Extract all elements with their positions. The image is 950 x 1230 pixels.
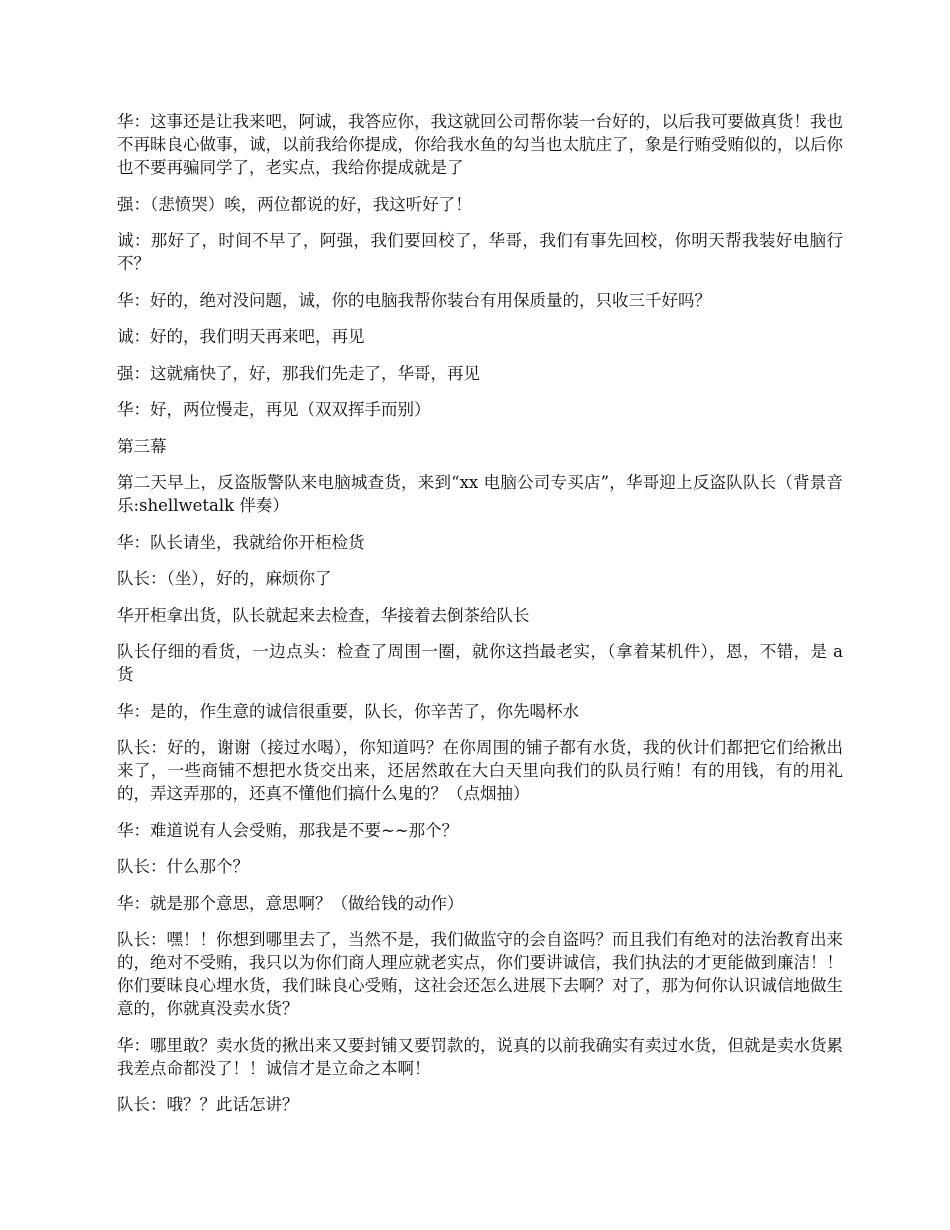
document-body [117,110,843,1130]
paragraph-1: 华：这事还是让我来吧，阿诚，我答应你，我这就回公司帮你装一台好的，以后我可要做真货！我也不再昧良心做事，诚，以前我给你提成，你给我水鱼的勾当也太肮庄了，象是行贿受贿似的，以后你也不要再骗同学了，老实点，我给你提成就是了 [117,112,843,177]
paragraph-6: 强：这就痛快了，好，那我们先走了，华哥，再见 [117,363,480,383]
section-heading: 第三幕 [117,436,167,456]
paragraph-2: 强：（悲愤哭）唉，两位都说的好，我这听好了！ [117,194,472,214]
paragraph-21: 队长：哦？？此话怎讲？ [117,1095,299,1114]
paragraph-20: 华：哪里敢？卖水货的揪出来又要封铺又要罚款的，说真的以前我确实有卖过水货，但就是卖水货累我差点命都没了！！诚信才是立命之本啊！ [117,1035,843,1078]
paragraph-17: 队长：什么那个？ [117,857,249,876]
paragraph-13: 队长仔细的看货，一边点头：检查了周围一圈，就你这挡最老实，（拿着某机件），恩，不错，是 a 货 [117,642,843,684]
paragraph-18: 华：就是那个意思，意思啊？（做给钱的动作） [117,893,464,913]
paragraph-12: 华开柜拿出货，队长就起来去检查，华接着去倒茶给队长 [117,605,530,625]
paragraph-10: 华：队长请坐，我就给你开柜检货 [117,532,365,552]
paragraph-7: 华：好，两位慢走，再见（双双挥手而别） [117,400,431,419]
paragraph-14: 华：是的，作生意的诚信很重要，队长，你辛苦了，你先喝杯水 [117,701,579,721]
paragraph-19: 队长：嘿！！你想到哪里去了，当然不是，我们做监守的会自盗吗？而且我们有绝对的法治教育出来的，绝对不受贿，我只以为你们商人理应就老实点，你们要讲诚信，我们执法的才更能做到廉洁！！你们要昧良心埋水货，我们昧良心受贿，这社会还怎么进展下去啊？对了，那为何你认识诚信地做生意的，你就真没卖水货？ [117,930,843,1018]
paragraph-16: 华：难道说有人会受贿，那我是不要~~那个？ [117,820,459,840]
paragraph-3: 诚：那好了，时间不早了，阿强，我们要回校了，华哥，我们有事先回校，你明天帮我装好电脑行不？ [117,231,843,273]
paragraph-15: 队长：好的，谢谢（接过水喝），你知道吗？在你周围的铺子都有水货，我的伙计们都把它们给揪出来了，一些商铺不想把水货交出来，还居然敢在大白天里向我们的队员行贿！有的用钱，有的用礼的，弄这弄那的，还真不懂他们搞什么鬼的？（点烟抽） [117,738,843,803]
paragraph-9: 第二天早上，反盗版警队来电脑城查货，来到“xx 电脑公司专买店”，华哥迎上反盗队队长（背景音乐:shellwetalk 伴奏） [117,473,843,515]
paragraph-4: 华：好的，绝对没问题，诚，你的电脑我帮你装台有用保质量的，只收三千好吗？ [117,290,711,310]
paragraph-5: 诚：好的，我们明天再来吧，再见 [117,327,365,346]
paragraph-11: 队长：（坐），好的，麻烦你了 [117,569,332,588]
